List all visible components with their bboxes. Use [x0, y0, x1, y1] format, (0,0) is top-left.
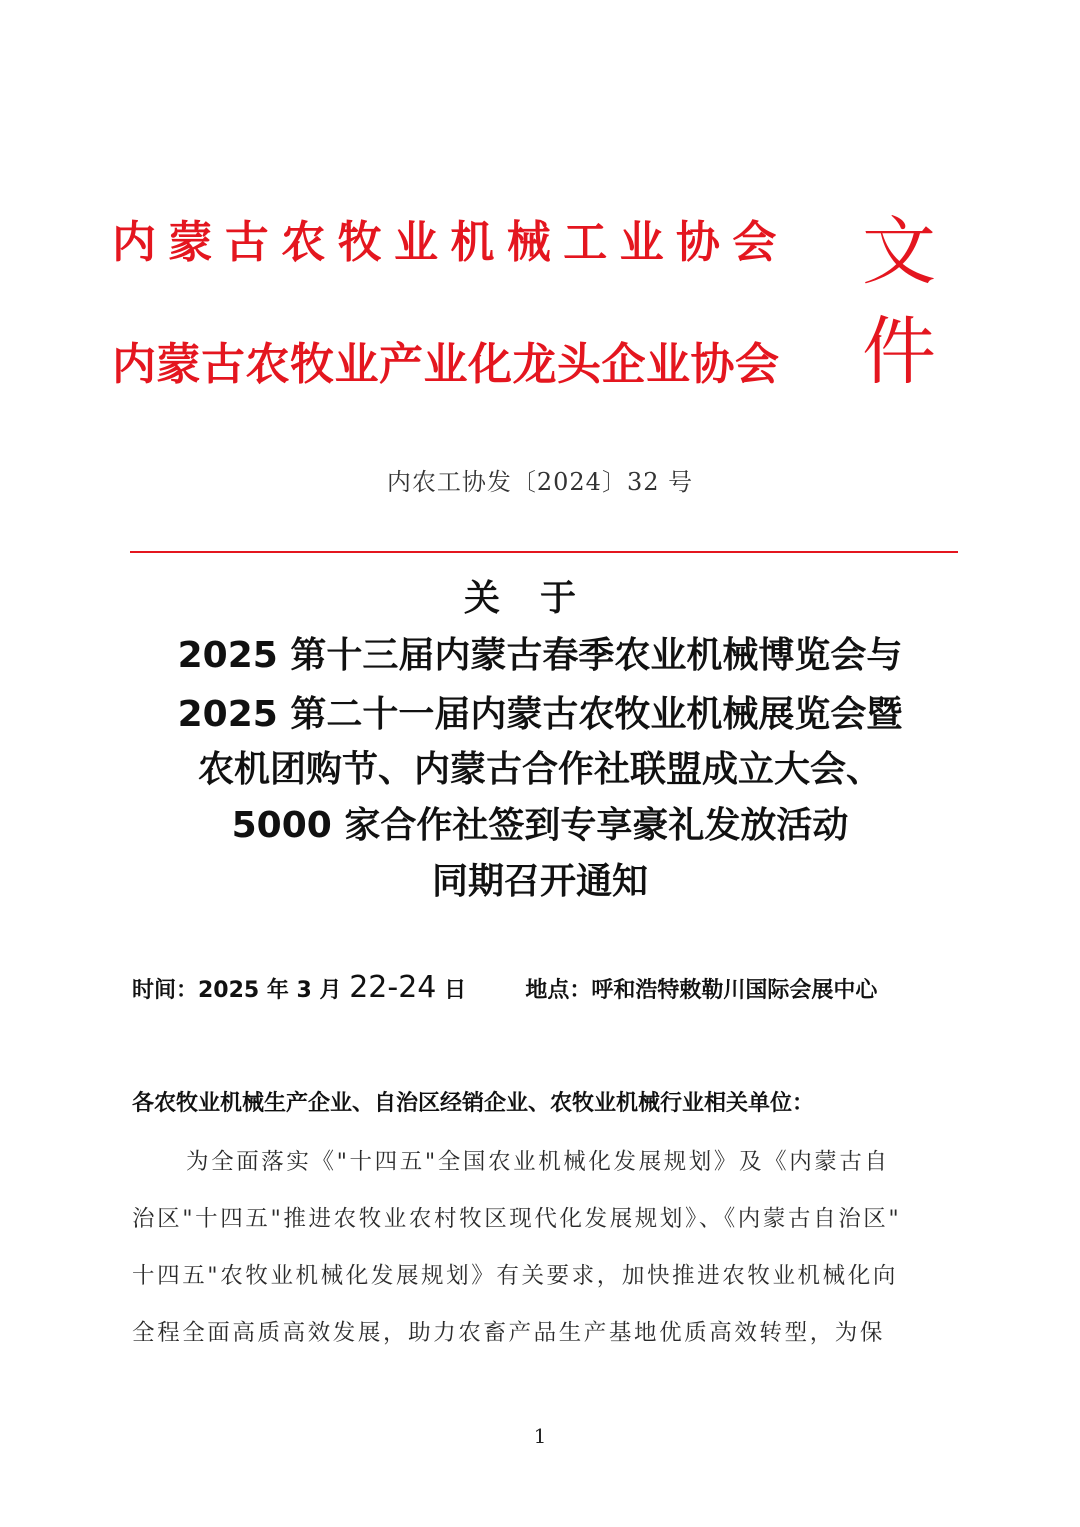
title-line-4: 5000 家合作社签到专享豪礼发放活动 [231, 805, 849, 846]
red-divider [130, 551, 958, 553]
title-line-5: 同期召开通知 [431, 861, 648, 902]
title-line-1: 2025 第十三届内蒙古春季农业机械博览会与 [177, 635, 903, 676]
event-time-days: 22-24 [349, 970, 437, 1005]
event-time-prefix: 时间：2025 年 3 月 [132, 978, 342, 1003]
body-line-2: 治区"十四五"推进农牧业农村牧区现代化发展规划》、《内蒙古自治区" [132, 1206, 902, 1232]
body-line-4: 全程全面高质高效发展，助力农畜产品生产基地优质高效转型，为保 [132, 1320, 886, 1346]
body-line-3: 十四五"农牧业机械化发展规划》有关要求，加快推进农牧业机械化向 [132, 1263, 898, 1289]
title-line-2: 2025 第二十一届内蒙古农牧业机械展览会暨 [177, 694, 903, 735]
document-number: 内农工协发〔2024〕32 号 [386, 468, 694, 496]
event-location: 地点：呼和浩特敕勒川国际会展中心 [525, 978, 878, 1003]
salutation: 各农牧业机械生产企业、自治区经销企业、农牧业机械行业相关单位： [132, 1091, 815, 1116]
file-mark-char-1: 文 [862, 209, 936, 295]
event-time-suffix: 日 [444, 978, 467, 1003]
title-line-0: 关于 [463, 578, 616, 619]
issuer-line-2: 内蒙古农牧业产业化龙头企业协会 [112, 339, 780, 390]
body-line-1: 为全面落实《"十四五"全国农业机械化发展规划》及《内蒙古自 [186, 1149, 890, 1175]
page-number: 1 [533, 1424, 547, 1448]
event-meta [132, 970, 992, 1005]
title-line-3: 农机团购节、内蒙古合作社联盟成立大会、 [197, 749, 882, 790]
issuer-line-1: 内蒙古农牧业机械工业协会 [112, 217, 789, 268]
file-mark-char-2: 件 [862, 309, 936, 395]
